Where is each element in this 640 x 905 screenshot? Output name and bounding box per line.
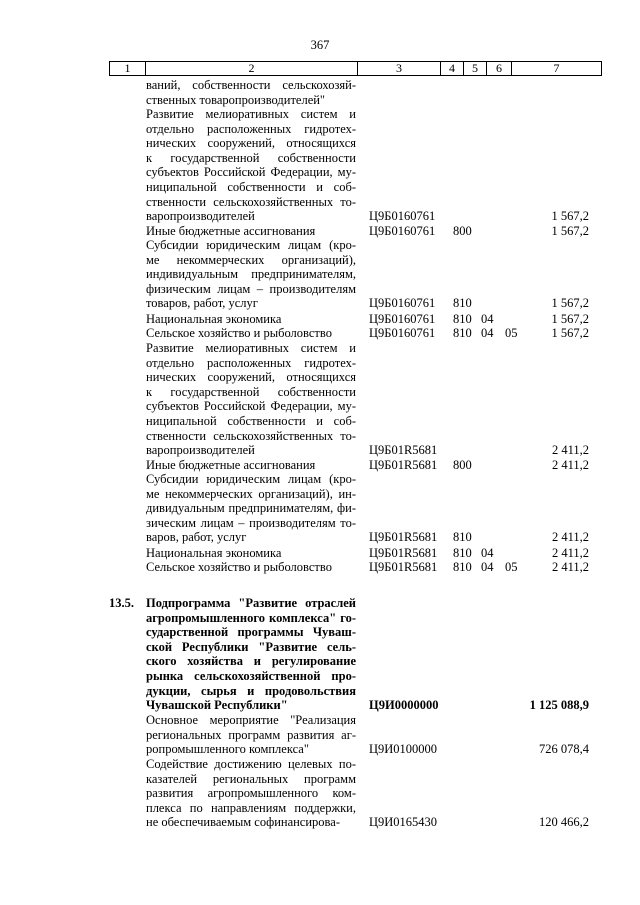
target-code: Ц9И0100000 [369, 742, 438, 757]
row-name-line: отдельно расположенных гидротех- [146, 355, 356, 370]
row-name [146, 341, 356, 458]
subsection-code: 05 [505, 560, 518, 574]
row-name-line: казателей региональных программ [146, 771, 356, 786]
amount: 1 567,2 [551, 296, 589, 311]
expense-type: 810 [453, 530, 472, 545]
row-name-line: варопроизводителей [146, 443, 255, 458]
amount: 2 411,2 [551, 530, 589, 545]
target-code: Ц9Б01R5681 [369, 443, 438, 458]
target-code: Ц9Б01R5681 [369, 546, 438, 560]
column-header-row [110, 62, 602, 76]
amount: 2 411,2 [551, 458, 589, 472]
row-name-line: нических сооружений, относящихся [146, 370, 356, 385]
target-code: Ц9Б01R5681 [369, 560, 438, 574]
expense-type: 800 [453, 458, 472, 472]
section-code: 04 [481, 560, 494, 574]
row-name-line: сударственной программы Чуваш- [146, 625, 356, 640]
target-code: Ц9Б0160761 [369, 326, 436, 340]
row-name-line: отдельно расположенных гидротех- [146, 121, 356, 136]
amount: 1 567,2 [551, 224, 589, 238]
column-header-cell: 2 [146, 62, 358, 76]
row-name [146, 596, 356, 713]
row-name [146, 107, 356, 224]
amount: 2 411,2 [551, 443, 589, 458]
page-number: 367 [310, 38, 330, 52]
amount: 2 411,2 [551, 546, 589, 560]
amount: 1 125 088,9 [529, 698, 589, 713]
row-name-line: товаров, работ, услуг [146, 296, 258, 311]
row-name-line: ропромышленного комплекса" [146, 742, 309, 757]
row-name-line: не обеспечиваемым софинансирова- [146, 815, 340, 830]
target-code: Ц9Б01R5681 [369, 530, 438, 545]
target-code: Ц9Б0160761 [369, 296, 436, 311]
row-name-line: к государственной собственности [146, 150, 356, 165]
row-name-line: дивидуальным предпринимателям, фи- [146, 501, 356, 516]
row-name-line: дукции, сырья и продовольствия [146, 683, 356, 698]
row-name-line: региональных программ развития аг- [146, 727, 356, 742]
row-name [146, 78, 356, 107]
row-name-line: Сельское хозяйство и рыболовство [146, 326, 332, 340]
section-code: 04 [481, 546, 494, 560]
row-name-line: ниципальной собственности и соб- [146, 179, 356, 194]
row-name-line: ской Республики "Развитие сель- [146, 639, 356, 654]
row-name [146, 224, 356, 239]
row-name-line: Подпрограмма "Развитие отраслей [146, 596, 356, 610]
row-name-line: агропромышленного комплекса" го- [146, 610, 356, 625]
row-name-line: Основное мероприятие "Реализация [146, 713, 356, 727]
column-header-cell: 3 [358, 62, 441, 76]
row-name-line: Национальная экономика [146, 546, 282, 560]
row-name-line: Иные бюджетные ассигнования [146, 458, 316, 472]
row-name-line: Национальная экономика [146, 312, 282, 326]
section-code: 04 [481, 326, 494, 340]
target-code: Ц9Б0160761 [369, 224, 436, 238]
target-code: Ц9Б0160761 [369, 209, 436, 224]
column-header-table [109, 61, 602, 76]
row-name-line: Содействие достижению целевых по- [146, 757, 356, 771]
amount: 1 567,2 [551, 209, 589, 224]
row-name-line: зическим лицам – производителям то- [146, 515, 356, 530]
expense-type: 810 [453, 296, 472, 311]
column-header-cell: 5 [464, 62, 487, 76]
column-header-cell: 7 [512, 62, 602, 76]
row-name-line: ме некоммерческих организаций), ин- [146, 486, 356, 501]
row-name-line: Иные бюджетные ассигнования [146, 224, 316, 238]
row-name-line: Субсидии юридическим лицам (кро- [146, 238, 356, 252]
row-name-line: Развитие мелиоративных систем и [146, 341, 356, 355]
row-name-line: физическим лицам – производителям [146, 281, 356, 296]
row-name-line: варов, работ, услуг [146, 530, 247, 545]
row-name-line: субъектов Российской Федерации, му- [146, 399, 356, 414]
amount: 120 466,2 [539, 815, 589, 830]
target-code: Ц9Б01R5681 [369, 458, 438, 472]
row-name-line: рынка сельскохозяйственной про- [146, 668, 356, 683]
subsection-code: 05 [505, 326, 518, 340]
column-header-cell: 1 [110, 62, 146, 76]
column-header-cell: 6 [487, 62, 512, 76]
row-name-line: ственности сельскохозяйственных то- [146, 428, 356, 443]
row-name-line: ваний, собственности сельскохозяй- [146, 78, 356, 92]
expense-type: 810 [453, 560, 472, 574]
section-code: 04 [481, 312, 494, 326]
amount: 1 567,2 [551, 326, 589, 340]
column-header-cell: 4 [441, 62, 464, 76]
row-name-line: ственности сельскохозяйственных то- [146, 194, 356, 209]
row-name [146, 472, 356, 545]
row-name-line: ского хозяйства и регулирование [146, 654, 356, 669]
row-name-line: развития агропромышленного ком- [146, 786, 356, 801]
expense-type: 800 [453, 224, 472, 238]
row-name-line: Сельское хозяйство и рыболовство [146, 560, 332, 574]
row-name [146, 312, 356, 327]
row-name-line: ственных товаропроизводителей" [146, 92, 326, 107]
target-code: Ц9Б0160761 [369, 312, 436, 326]
row-name-line: ниципальной собственности и соб- [146, 413, 356, 428]
row-name-line: субъектов Российской Федерации, му- [146, 165, 356, 180]
amount: 2 411,2 [551, 560, 589, 574]
expense-type: 810 [453, 546, 472, 560]
row-name-line: к государственной собственности [146, 384, 356, 399]
row-name-line: нических сооружений, относящихся [146, 136, 356, 151]
row-number: 13.5. [109, 596, 134, 610]
row-name [146, 458, 356, 473]
expense-type: 810 [453, 312, 472, 326]
row-name-line: индивидуальным предпринимателям, [146, 267, 356, 282]
row-name-line: Чувашской Республики" [146, 698, 288, 713]
amount: 1 567,2 [551, 312, 589, 326]
row-name [146, 713, 356, 757]
row-name [146, 326, 356, 341]
expense-type: 810 [453, 326, 472, 340]
row-name-line: плекса по направлениям поддержки, [146, 800, 356, 815]
row-name [146, 546, 356, 561]
row-name-line: варопроизводителей [146, 209, 255, 224]
row-name [146, 757, 356, 830]
target-code: Ц9И0000000 [369, 698, 439, 713]
row-name [146, 560, 356, 575]
target-code: Ц9И0165430 [369, 815, 438, 830]
row-name-line: ме некоммерческих организаций), [146, 252, 356, 267]
amount: 726 078,4 [539, 742, 589, 757]
row-name-line: Развитие мелиоративных систем и [146, 107, 356, 121]
row-name [146, 238, 356, 311]
row-name-line: Субсидии юридическим лицам (кро- [146, 472, 356, 486]
